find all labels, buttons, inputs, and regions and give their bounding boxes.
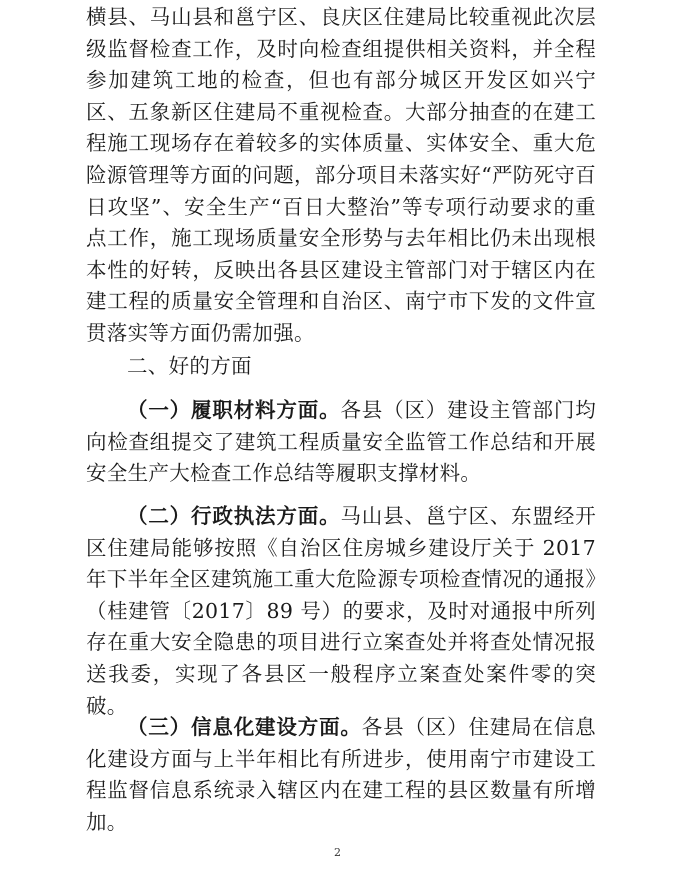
paragraph-continuation [86, 2, 596, 350]
subsection-title: （一）履职材料方面。 [127, 398, 341, 422]
section-heading-text: 二、好的方面 [127, 354, 252, 378]
paragraph-text: 各县（区）住建局在信息化建设方面与上半年相比有所进步，使用南宁市建设工程监督信息系统录入辖区内在建工程的县区数量有所增加。 [86, 715, 596, 834]
page-number: 2 [334, 846, 341, 859]
paragraph-text: 马山县、邕宁区、东盟经开区住建局能够按照《自治区住房城乡建设厅关于 2017 年下半年全区建筑施工重大危险源专项检查情况的通报》（桂建管〔2017〕89 号）的要求，及时对通报中所列存在重大安全隐患的项目进行立案查处并将查处情况报送我委，实现了各县区一般程序立案查处案件零的突破。 [86, 504, 597, 718]
paragraph-duty-materials [86, 395, 596, 490]
paragraph-law-enforcement [86, 501, 596, 722]
subsection-title: （三）信息化建设方面。 [127, 715, 362, 739]
section-heading [86, 351, 596, 383]
subsection-title: （二）行政执法方面。 [127, 504, 341, 528]
paragraph-text: 各县（区）建设主管部门均向检查组提交了建筑工程质量安全监管工作总结和开展安全生产大检查工作总结等履职支撑材料。 [86, 398, 597, 486]
paragraph-text: 横县、马山县和邕宁区、良庆区住建局比较重视此次层级监督检查工作，及时向检查组提供相关资料，并全程参加建筑工地的检查，但也有部分城区开发区如兴宁区、五象新区住建局不重视检查。大部分抽查的在建工程施工现场存在着较多的实体质量、实体安全、重大危险源管理等方面的问题，部分项目未落实好“严防死守百日攻坚”、安全生产“百日大整治”等专项行动要求的重点工作，施工现场质量安全形势与去年相比仍未出现根本性的好转，反映出各县区建设主管部门对于辖区内在建工程的质量安全管理和自治区、南宁市下发的文件宣贯落实等方面仍需加强。 [86, 5, 596, 345]
paragraph-informatization [86, 712, 596, 838]
